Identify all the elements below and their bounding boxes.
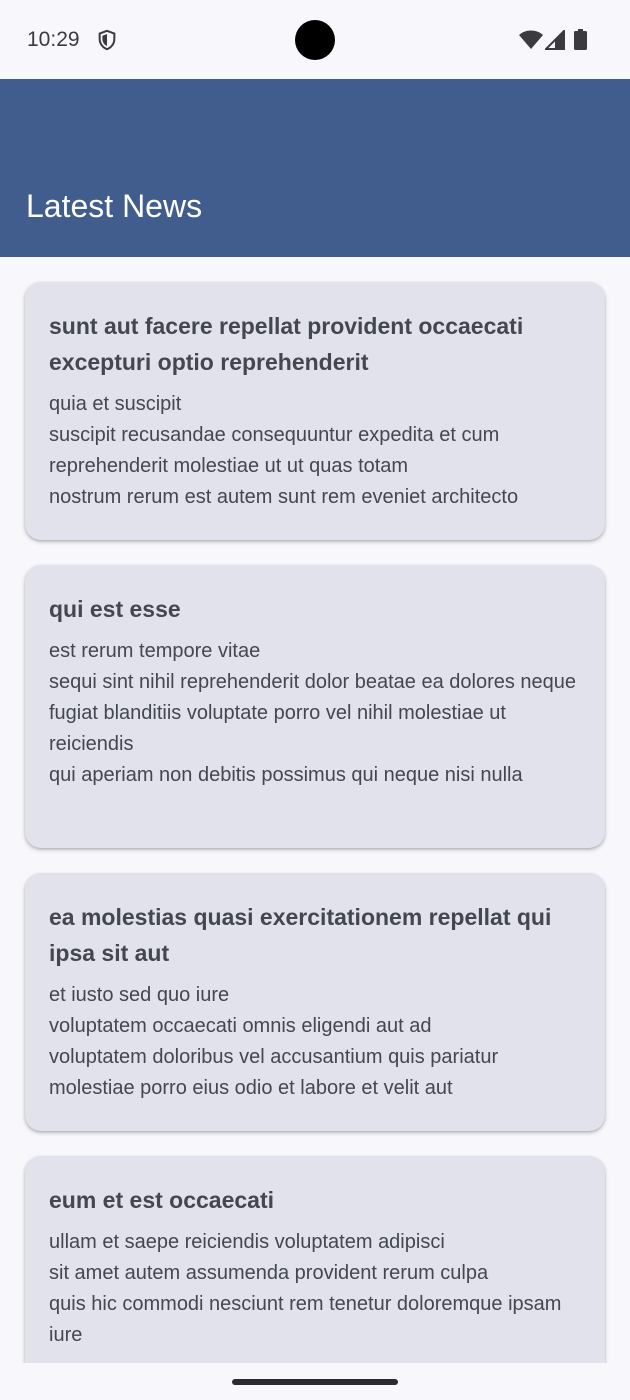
news-body-line: sequi sint nihil reprehenderit dolor beatae ea dolores neque [49, 671, 577, 693]
news-body [49, 389, 581, 513]
status-bar [0, 0, 630, 79]
news-title: ea molestias quasi exercitationem repellat qui ipsa sit aut [49, 904, 552, 966]
home-handle[interactable] [232, 1379, 398, 1385]
news-card[interactable] [25, 873, 605, 1131]
news-list[interactable] [0, 257, 630, 1363]
app-bar [0, 79, 630, 257]
news-body [49, 1227, 581, 1351]
news-body-line: ullam et saepe reiciendis voluptatem adipisci [49, 1231, 445, 1253]
page-title: Latest News [26, 188, 203, 224]
news-card[interactable] [25, 282, 605, 540]
wifi-icon [519, 30, 543, 50]
news-body-line: molestiae porro eius odio et labore et velit aut [49, 1077, 453, 1099]
news-body [49, 980, 581, 1104]
news-body-line: voluptatem doloribus vel accusantium quis pariatur [49, 1046, 499, 1068]
news-body-line: fugiat blanditiis voluptate porro vel nihil molestiae ut reiciendis [49, 702, 506, 755]
news-body-line: suscipit recusandae consequuntur expedita et cum [49, 424, 500, 446]
news-body-line: et iusto sed quo iure [49, 984, 230, 1006]
news-card[interactable] [25, 1156, 605, 1363]
status-time: 10:29 [27, 28, 80, 51]
news-body-line: est rerum tempore vitae [49, 640, 261, 662]
news-body-line: sit amet autem assumenda provident rerum culpa [49, 1262, 489, 1284]
shield-icon [96, 29, 118, 51]
news-body-line: nostrum rerum est autem sunt rem eveniet architecto [49, 486, 519, 508]
news-body-line: reprehenderit molestiae ut ut quas totam [49, 455, 409, 477]
news-card[interactable] [25, 565, 605, 848]
news-body-line: qui aperiam non debitis possimus qui neque nisi nulla [49, 764, 523, 786]
signal-icon [545, 30, 565, 50]
news-title: sunt aut facere repellat provident occaecati excepturi optio reprehenderit [49, 313, 524, 375]
battery-icon [574, 29, 587, 50]
news-body-line: voluptatem occaecati omnis eligendi aut ad [49, 1015, 432, 1037]
gesture-nav-bar [0, 1363, 630, 1400]
news-title: qui est esse [49, 596, 181, 622]
news-body [49, 636, 581, 791]
news-body-line: quis hic commodi nesciunt rem tenetur doloremque ipsam iure [49, 1293, 562, 1346]
camera-cutout [295, 20, 335, 60]
news-title: eum et est occaecati [49, 1187, 275, 1213]
news-body-line: quia et suscipit [49, 393, 182, 415]
